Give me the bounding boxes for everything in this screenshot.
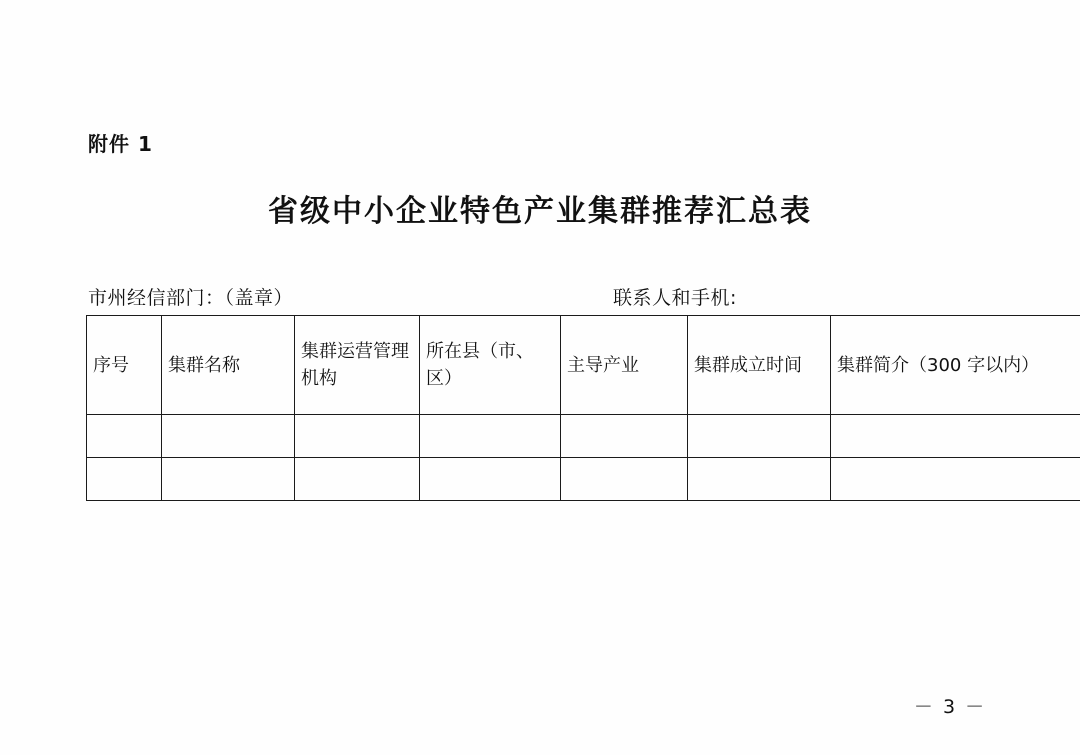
table-cell-main-industry (561, 458, 688, 501)
table-header-cell-county: 所在县（市、区） (420, 316, 561, 415)
attachment-label: 附件 1 (88, 132, 153, 156)
table-header-row (87, 316, 1080, 415)
table-header-cell-index: 序号 (87, 316, 162, 415)
table-cell-introduction (831, 458, 1080, 501)
table-cell-cluster-name (162, 458, 295, 501)
page-title: 省级中小企业特色产业集群推荐汇总表 (268, 194, 812, 229)
summary-table (86, 315, 1080, 501)
department-label: 市州经信部门：（盖章） (88, 287, 294, 309)
table-cell-index (87, 458, 162, 501)
table-row (87, 458, 1080, 501)
contact-label: 联系人和手机: (613, 287, 737, 309)
page-number: － 3 － (913, 696, 987, 718)
table-cell-cluster-name (162, 415, 295, 458)
table-cell-county (420, 458, 561, 501)
table-header-cell-establish-time: 集群成立时间 (688, 316, 831, 415)
table-cell-establish-time (688, 415, 831, 458)
table-header-cell-cluster-name: 集群名称 (162, 316, 295, 415)
table-row (87, 415, 1080, 458)
table-cell-county (420, 415, 561, 458)
table-cell-establish-time (688, 458, 831, 501)
table-header-cell-main-industry: 主导产业 (561, 316, 688, 415)
table-cell-introduction (831, 415, 1080, 458)
table-cell-index (87, 415, 162, 458)
table-cell-main-industry (561, 415, 688, 458)
table-header-cell-introduction: 集群简介（300 字以内） (831, 316, 1080, 415)
table-cell-operating-org (295, 415, 420, 458)
table-cell-operating-org (295, 458, 420, 501)
meta-row (88, 283, 1008, 309)
table-header-cell-operating-org: 集群运营管理机构 (295, 316, 420, 415)
